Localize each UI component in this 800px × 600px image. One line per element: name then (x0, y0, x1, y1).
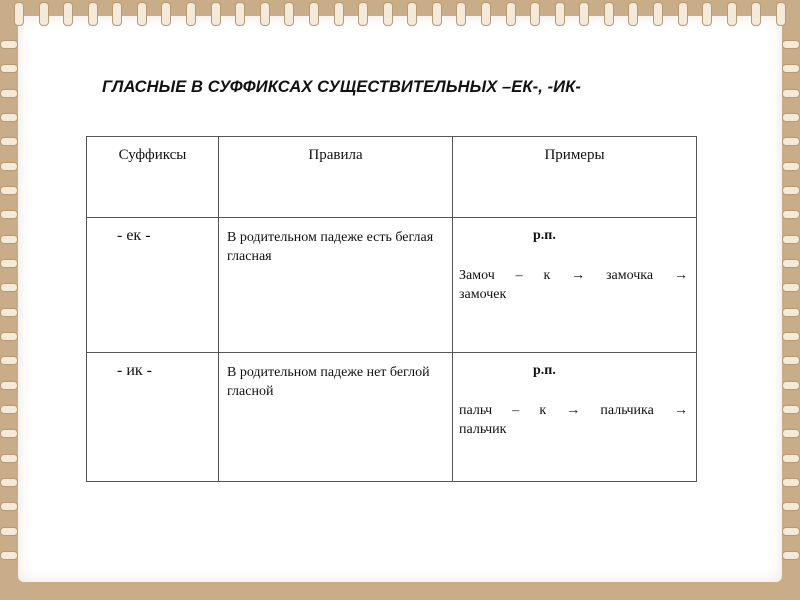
binding-ring-icon (0, 40, 18, 49)
binding-ring-icon (782, 478, 800, 487)
binding-ring-icon (653, 2, 663, 26)
binding-ring-icon (0, 381, 18, 390)
binding-ring-icon (112, 2, 122, 26)
binding-ring-icon (782, 113, 800, 122)
example-word: замочка (606, 268, 654, 283)
header-label: Суффиксы (118, 147, 187, 163)
binding-ring-icon (88, 2, 98, 26)
header-rules (219, 137, 453, 218)
binding-ring-icon (334, 2, 344, 26)
binding-ring-icon (14, 2, 24, 26)
binding-ring-icon (0, 429, 18, 438)
binding-ring-icon (782, 527, 800, 536)
table-header-row (87, 137, 697, 218)
example-result: замочек (459, 287, 507, 302)
binding-ring-icon (407, 2, 417, 26)
top-binding-rings (14, 2, 786, 30)
binding-ring-icon (0, 64, 18, 73)
right-binding-rings (782, 40, 800, 560)
binding-ring-icon (782, 89, 800, 98)
binding-ring-icon (0, 454, 18, 463)
binding-ring-icon (727, 2, 737, 26)
binding-ring-icon (782, 186, 800, 195)
dash-symbol: – (512, 403, 520, 418)
binding-ring-icon (0, 259, 18, 268)
binding-ring-icon (782, 356, 800, 365)
binding-ring-icon (39, 2, 49, 26)
binding-ring-icon (0, 527, 18, 536)
binding-ring-icon (782, 210, 800, 219)
binding-ring-icon (782, 405, 800, 414)
binding-ring-icon (0, 356, 18, 365)
binding-ring-icon (235, 2, 245, 26)
binding-ring-icon (530, 2, 540, 26)
binding-ring-icon (782, 235, 800, 244)
binding-ring-icon (383, 2, 393, 26)
binding-ring-icon (0, 405, 18, 414)
arrow-right-icon: → (571, 268, 586, 283)
arrow-right-icon: → (673, 403, 688, 418)
binding-ring-icon (555, 2, 565, 26)
binding-ring-icon (782, 162, 800, 171)
binding-ring-icon (782, 283, 800, 292)
binding-ring-icon (782, 137, 800, 146)
left-binding-rings (0, 40, 20, 560)
example-line (459, 401, 688, 420)
rule-text: В родительном падеже есть беглая гласная (227, 230, 434, 264)
arrow-right-icon: → (566, 403, 581, 418)
suffix-cell (87, 353, 219, 482)
binding-ring-icon (481, 2, 491, 26)
rules-table (86, 136, 697, 482)
binding-ring-icon (0, 210, 18, 219)
binding-ring-icon (63, 2, 73, 26)
binding-ring-icon (782, 259, 800, 268)
arrow-right-icon: → (673, 268, 688, 283)
suffix-cell (87, 218, 219, 353)
header-label: Примеры (544, 147, 605, 163)
example-line (459, 266, 688, 285)
binding-ring-icon (432, 2, 442, 26)
dash-symbol: – (515, 268, 523, 283)
page-title: ГЛАСНЫЕ В СУФФИКСАХ СУЩЕСТВИТЕЛЬНЫХ –ЕК-, -ИК- (102, 78, 581, 96)
suffix-label: - ик - (117, 362, 152, 379)
binding-ring-icon (782, 308, 800, 317)
example-word: к (539, 403, 547, 418)
binding-ring-icon (161, 2, 171, 26)
binding-ring-icon (628, 2, 638, 26)
header-examples (453, 137, 697, 218)
example-text (453, 379, 696, 439)
binding-ring-icon (0, 551, 18, 560)
example-word: пальч (459, 403, 493, 418)
binding-ring-icon (782, 454, 800, 463)
binding-ring-icon (0, 235, 18, 244)
binding-ring-icon (358, 2, 368, 26)
binding-ring-icon (782, 429, 800, 438)
binding-ring-icon (782, 64, 800, 73)
binding-ring-icon (506, 2, 516, 26)
header-label: Правила (308, 147, 363, 163)
binding-ring-icon (186, 2, 196, 26)
rule-cell (219, 218, 453, 353)
binding-ring-icon (0, 137, 18, 146)
binding-ring-icon (0, 186, 18, 195)
table-row (87, 353, 697, 482)
binding-ring-icon (678, 2, 688, 26)
rule-text: В родительном падеже нет беглой гласной (227, 365, 430, 399)
header-suffixes (87, 137, 219, 218)
binding-ring-icon (260, 2, 270, 26)
binding-ring-icon (0, 332, 18, 341)
binding-ring-icon (0, 308, 18, 317)
binding-ring-icon (782, 381, 800, 390)
binding-ring-icon (0, 113, 18, 122)
binding-ring-icon (776, 2, 786, 26)
binding-ring-icon (0, 502, 18, 511)
binding-ring-icon (0, 283, 18, 292)
example-word: пальчика (600, 403, 654, 418)
binding-ring-icon (782, 332, 800, 341)
case-label: р.п. (533, 363, 556, 378)
binding-ring-icon (782, 551, 800, 560)
example-word: к (543, 268, 551, 283)
example-cell (453, 353, 697, 482)
example-word: Замоч (459, 268, 495, 283)
binding-ring-icon (137, 2, 147, 26)
rule-cell (219, 353, 453, 482)
binding-ring-icon (604, 2, 614, 26)
case-label: р.п. (533, 228, 556, 243)
binding-ring-icon (702, 2, 712, 26)
binding-ring-icon (309, 2, 319, 26)
suffix-label: - ек - (117, 227, 151, 244)
binding-ring-icon (0, 478, 18, 487)
example-cell (453, 218, 697, 353)
binding-ring-icon (456, 2, 466, 26)
binding-ring-icon (782, 502, 800, 511)
binding-ring-icon (284, 2, 294, 26)
binding-ring-icon (782, 40, 800, 49)
binding-ring-icon (579, 2, 589, 26)
example-text (453, 244, 696, 304)
binding-ring-icon (211, 2, 221, 26)
binding-ring-icon (0, 89, 18, 98)
binding-ring-icon (0, 162, 18, 171)
table-row (87, 218, 697, 353)
binding-ring-icon (751, 2, 761, 26)
example-result: пальчик (459, 422, 507, 437)
